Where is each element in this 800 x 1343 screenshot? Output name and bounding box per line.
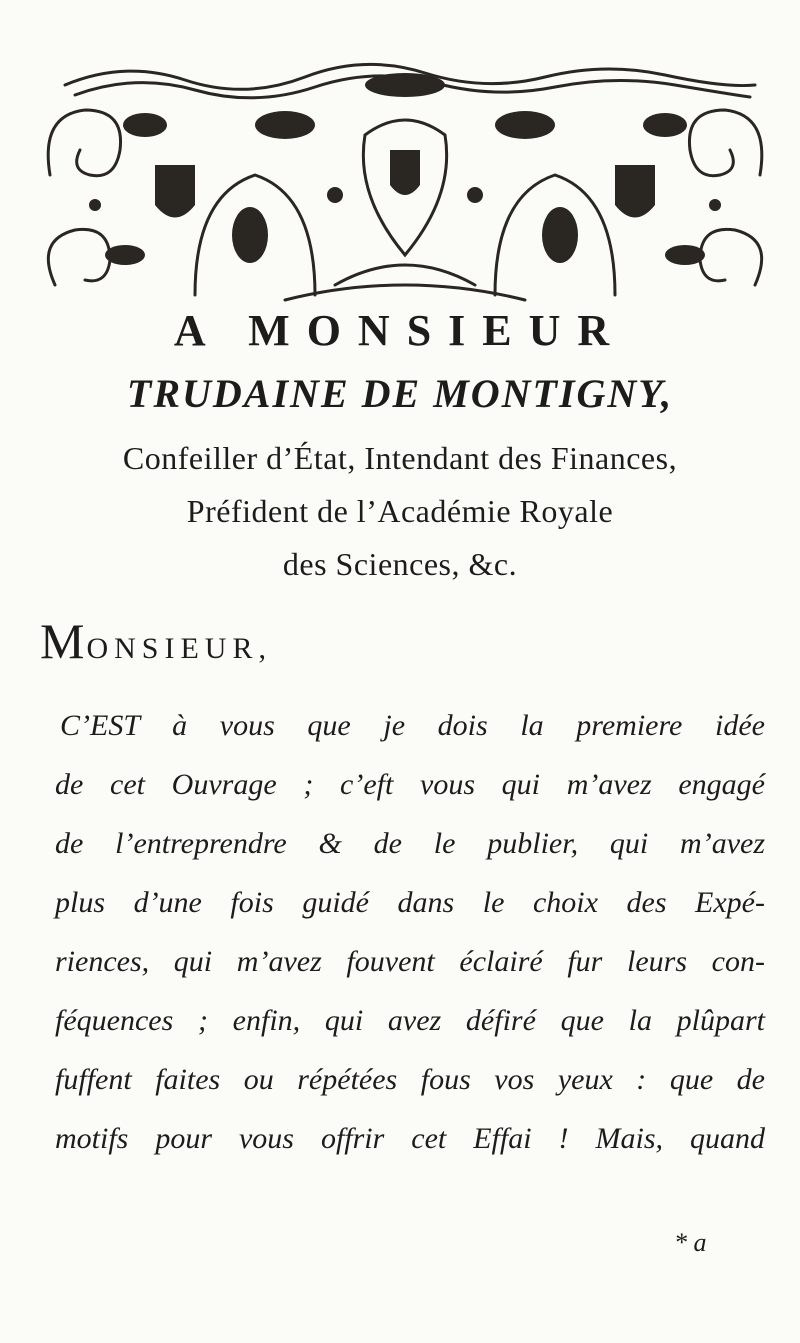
- body-line: de l’entreprendre & de le publier, qui m’avez: [55, 827, 765, 860]
- body-line: riences, qui m’avez fouvent éclairé fur leurs con-: [55, 945, 765, 978]
- signature-catchword: * a: [674, 1228, 707, 1257]
- body-line: plus d’une fois guidé dans le choix des Expé-: [55, 886, 765, 919]
- body-line: motifs pour vous offrir cet Effai ! Mais, quand: [55, 1122, 765, 1155]
- dedication-address-line: A MONSIEUR: [173, 306, 627, 355]
- body-line: C’EST à vous que je dois la premiere idée: [60, 709, 765, 742]
- body-line: de cet Ouvrage ; c’eft vous qui m’avez engagé: [55, 768, 765, 801]
- salutation: [40, 612, 272, 670]
- dedicatee-title-line-3: des Sciences, &c.: [282, 546, 518, 582]
- dedicatee-title-line-2: Préfident de l’Académie Royale: [186, 493, 614, 529]
- dedication-body: [55, 696, 765, 1168]
- salutation-initial: M: [40, 613, 87, 669]
- floral-headpiece-ornament-icon: [35, 55, 775, 305]
- body-line: féquences ; enfin, qui avez défiré que la plûpart: [55, 1004, 765, 1037]
- dedicatee-title-line-1: Confeiller d’État, Intendant des Finances,: [122, 440, 678, 476]
- body-line: fuffent faites ou répétées fous vos yeux : que de: [55, 1063, 765, 1096]
- dedicatee-name: TRUDAINE DE MONTIGNY,: [126, 371, 674, 416]
- salutation-rest: ONSIEUR,: [86, 632, 272, 665]
